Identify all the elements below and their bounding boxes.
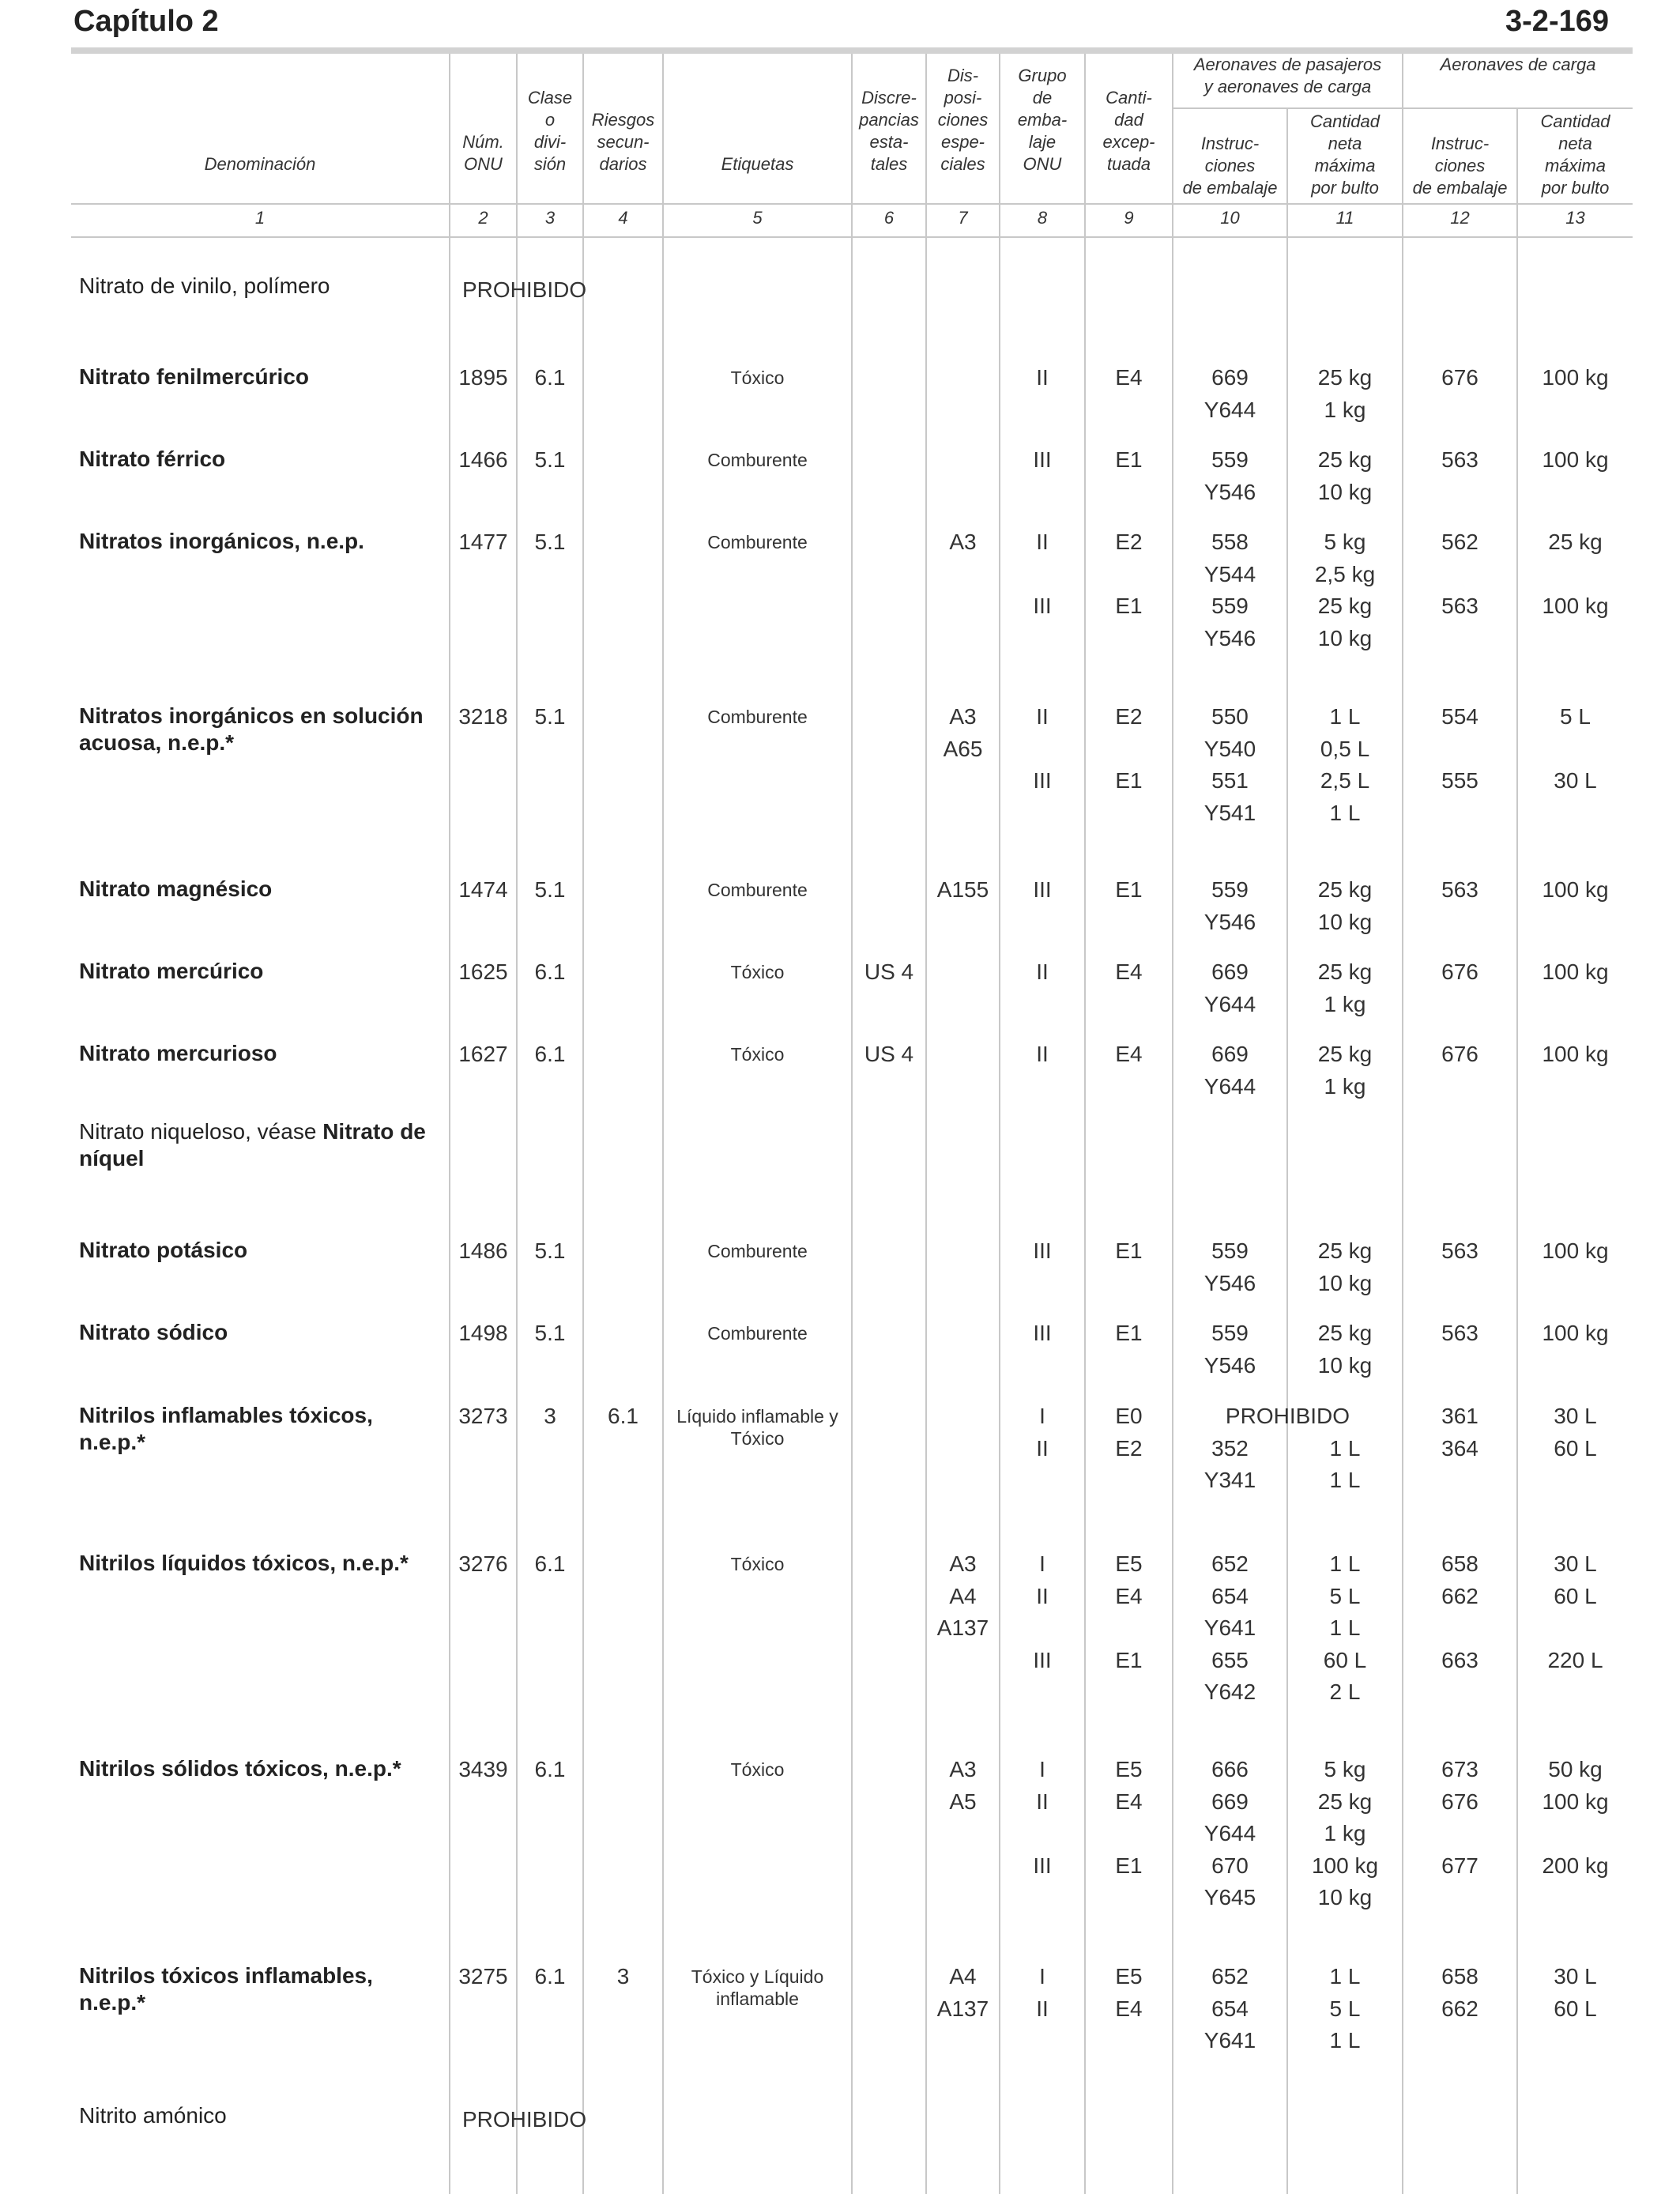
col-number: 2 — [478, 208, 488, 228]
hazard-label: Tóxico — [730, 1759, 785, 1780]
prohibited-marker: PROHIBIDO — [1225, 1404, 1350, 1428]
cargo-max-quantity: 100 kg — [1542, 1321, 1609, 1345]
special-provision: A3 — [949, 1551, 977, 1576]
packing-group: III — [1033, 1321, 1052, 1345]
col-number: 5 — [752, 208, 763, 228]
pax-packing-instruction: 558 — [1211, 530, 1249, 554]
pax-max-quantity: 1 L — [1329, 1615, 1361, 1640]
excepted-quantity: E4 — [1115, 1996, 1143, 2021]
pax-max-quantity: 1 L — [1329, 1435, 1361, 1461]
col-header-excepted-qty: Canti- dad excep- tuada — [1102, 88, 1155, 174]
cargo-max-quantity: 100 kg — [1542, 1238, 1609, 1263]
pax-max-quantity: 10 kg — [1317, 1885, 1373, 1909]
hazard-label: Comburente — [707, 707, 808, 727]
pax-max-quantity: 10 kg — [1317, 479, 1373, 504]
packing-group: II — [1036, 959, 1049, 984]
special-provision: A3 — [949, 530, 977, 554]
pax-packing-instruction: 559 — [1211, 447, 1249, 472]
pax-packing-instruction: 670 — [1211, 1853, 1249, 1878]
pax-max-quantity: 1 L — [1329, 1551, 1361, 1576]
un-number: 1474 — [458, 877, 508, 902]
col-number: 9 — [1124, 208, 1134, 228]
substance-name: Nitrato fenilmercúrico — [79, 364, 309, 389]
pax-packing-instruction: 559 — [1211, 1238, 1249, 1263]
cargo-max-quantity: 100 kg — [1542, 1042, 1609, 1066]
excepted-quantity: E4 — [1115, 1789, 1143, 1814]
pax-max-quantity: 10 kg — [1317, 625, 1373, 650]
pax-max-quantity: 1 kg — [1324, 397, 1366, 422]
cargo-max-quantity: 5 L — [1560, 704, 1591, 729]
hazard-class: 6.1 — [534, 1042, 566, 1066]
col-number: 4 — [618, 208, 628, 228]
excepted-quantity: E1 — [1115, 1321, 1143, 1345]
col-number: 3 — [544, 208, 556, 228]
state-variation: US 4 — [864, 1042, 914, 1066]
excepted-quantity: E5 — [1115, 1964, 1143, 1989]
pax-max-quantity: 1 L — [1329, 2028, 1361, 2053]
cargo-packing-instruction: 563 — [1441, 1321, 1478, 1345]
pax-packing-instruction: Y641 — [1203, 1615, 1256, 1640]
header-rule — [71, 47, 1633, 54]
col-header-labels: Etiquetas — [721, 154, 794, 174]
packing-group: I — [1039, 1551, 1045, 1576]
packing-group: I — [1039, 1964, 1045, 1989]
substance-name: Nitrato mercurioso — [79, 1041, 277, 1065]
pax-packing-instruction: Y341 — [1203, 1468, 1256, 1492]
packing-group: III — [1033, 877, 1052, 902]
cargo-max-quantity: 100 kg — [1542, 959, 1609, 984]
packing-group: I — [1039, 1404, 1045, 1428]
cargo-packing-instruction: 562 — [1441, 530, 1478, 554]
packing-group: II — [1036, 365, 1049, 390]
cargo-max-quantity: 30 L — [1554, 1964, 1597, 1989]
pax-max-quantity: 25 kg — [1317, 1789, 1373, 1814]
un-number: 1477 — [458, 530, 508, 554]
pax-packing-instruction: Y544 — [1203, 561, 1256, 586]
col-header-state-variations: Discre- pancias esta- tales — [859, 88, 919, 174]
pax-packing-instruction: 669 — [1211, 1042, 1249, 1066]
substance-name: Nitrilos tóxicos inflamables, n.e.p.* — [79, 1963, 373, 2015]
cargo-packing-instruction: 677 — [1441, 1853, 1478, 1878]
pax-max-quantity: 1 L — [1329, 704, 1361, 729]
cargo-max-quantity: 50 kg — [1548, 1757, 1603, 1781]
hazard-label: Comburente — [707, 450, 808, 470]
hazard-class: 5.1 — [534, 877, 566, 902]
pax-packing-instruction: 559 — [1211, 594, 1249, 618]
substance-name: Nitrilos líquidos tóxicos, n.e.p.* — [79, 1551, 409, 1575]
cargo-max-quantity: 30 L — [1554, 1551, 1597, 1576]
pax-max-quantity: 5 L — [1329, 1583, 1361, 1608]
un-number: 1466 — [458, 447, 508, 472]
pax-packing-instruction: Y546 — [1203, 1270, 1256, 1295]
hazard-label: Tóxico — [730, 1554, 785, 1574]
pax-packing-instruction: 654 — [1211, 1996, 1249, 2021]
hazard-label: Líquido inflamable y Tóxico — [676, 1406, 838, 1449]
pax-packing-instruction: Y644 — [1203, 1821, 1256, 1845]
col-number: 12 — [1450, 208, 1470, 228]
cargo-packing-instruction: 676 — [1441, 959, 1478, 984]
cargo-packing-instruction: 676 — [1441, 1042, 1478, 1066]
pax-packing-instruction: 655 — [1211, 1647, 1249, 1672]
cargo-max-quantity: 220 L — [1547, 1647, 1603, 1672]
cargo-max-quantity: 100 kg — [1542, 877, 1609, 902]
pax-max-quantity: 10 kg — [1317, 909, 1373, 934]
cargo-packing-instruction: 662 — [1441, 1996, 1478, 2021]
cargo-packing-instruction: 658 — [1441, 1551, 1478, 1576]
excepted-quantity: E5 — [1115, 1551, 1143, 1576]
pax-packing-instruction: 666 — [1211, 1757, 1249, 1781]
pax-packing-instruction: Y546 — [1203, 479, 1256, 504]
excepted-quantity: E2 — [1115, 1435, 1143, 1461]
cargo-packing-instruction: 673 — [1441, 1757, 1478, 1781]
pax-max-quantity: 25 kg — [1317, 1042, 1373, 1066]
special-provision: A65 — [943, 736, 983, 761]
packing-group: II — [1036, 1789, 1049, 1814]
substance-name — [79, 1118, 435, 1172]
col-number: 1 — [254, 208, 266, 228]
un-number: 3276 — [458, 1551, 508, 1576]
cross-reference: Nitrato de níquel — [79, 1119, 426, 1171]
hazard-label: Tóxico y Líquido inflamable — [691, 1966, 824, 2009]
special-provision: A3 — [949, 1757, 977, 1781]
pax-max-quantity: 5 kg — [1324, 530, 1366, 554]
packing-group: III — [1033, 1853, 1052, 1878]
pax-max-quantity: 1 L — [1329, 1964, 1361, 1989]
pax-max-quantity: 5 kg — [1324, 1757, 1366, 1781]
pax-packing-instruction: Y541 — [1203, 800, 1256, 825]
chapter-title: Capítulo 2 — [73, 5, 219, 38]
packing-group: III — [1033, 768, 1052, 793]
pax-packing-instruction: 559 — [1211, 1321, 1249, 1345]
col-number: 8 — [1037, 208, 1048, 228]
subsidiary-risk: 6.1 — [608, 1404, 638, 1428]
un-number: 3439 — [458, 1757, 508, 1781]
cargo-max-quantity: 200 kg — [1542, 1853, 1609, 1878]
hazard-class: 6.1 — [534, 1757, 566, 1781]
pax-max-quantity: 25 kg — [1317, 1238, 1373, 1263]
substance-name: Nitrato magnésico — [79, 876, 273, 901]
pax-max-quantity: 2,5 kg — [1314, 561, 1376, 586]
cargo-packing-instruction: 554 — [1441, 704, 1478, 729]
cargo-max-quantity: 30 L — [1554, 768, 1597, 793]
cargo-max-quantity: 100 kg — [1542, 447, 1609, 472]
substance-name: Nitrilos inflamables tóxicos, n.e.p.* — [79, 1403, 373, 1454]
hazard-class: 5.1 — [534, 704, 566, 729]
col-number: 11 — [1335, 208, 1354, 228]
pax-max-quantity: 25 kg — [1317, 447, 1373, 472]
un-number: 3273 — [458, 1404, 508, 1428]
subsidiary-risk: 3 — [616, 1964, 630, 1989]
cargo-max-quantity: 100 kg — [1542, 365, 1609, 390]
col-header-pax-packing-instr: Instruc- ciones de embalaje — [1182, 134, 1278, 198]
excepted-quantity: E1 — [1115, 877, 1143, 902]
packing-group: III — [1033, 1647, 1052, 1672]
pax-packing-instruction: 669 — [1211, 365, 1249, 390]
substance-name: Nitratos inorgánicos, n.e.p. — [79, 529, 364, 553]
hazard-label: Comburente — [707, 1241, 808, 1261]
pax-packing-instruction: Y546 — [1203, 625, 1256, 650]
col-header-cargo-max-qty: Cantidad neta máxima por bulto — [1540, 111, 1610, 198]
hazard-label: Comburente — [707, 1323, 808, 1344]
pax-max-quantity: 25 kg — [1317, 365, 1373, 390]
substance-name: Nitrato mercúrico — [79, 959, 264, 983]
cargo-packing-instruction: 563 — [1441, 594, 1478, 618]
substance-name: Nitrato sódico — [79, 1320, 228, 1344]
pax-packing-instruction: 652 — [1211, 1551, 1249, 1576]
col-number: 10 — [1220, 208, 1240, 228]
special-provision: A155 — [936, 877, 989, 902]
page-number: 3-2-169 — [1505, 5, 1609, 38]
hazard-class: 3 — [544, 1404, 556, 1428]
excepted-quantity: E1 — [1115, 1647, 1143, 1672]
special-provision: A137 — [936, 1615, 989, 1640]
un-number: 1498 — [458, 1321, 508, 1345]
hazard-label: Tóxico — [730, 1044, 785, 1065]
pax-packing-instruction: 654 — [1211, 1583, 1249, 1608]
substance-name-text: Nitrato niqueloso, véase — [79, 1119, 323, 1144]
cargo-packing-instruction: 361 — [1441, 1404, 1478, 1428]
pax-packing-instruction: 669 — [1211, 959, 1249, 984]
pax-packing-instruction: Y644 — [1203, 1073, 1256, 1099]
packing-group: II — [1036, 1583, 1049, 1608]
pax-max-quantity: 10 kg — [1317, 1352, 1373, 1378]
cargo-packing-instruction: 563 — [1441, 1238, 1478, 1263]
excepted-quantity: E1 — [1115, 447, 1143, 472]
cargo-max-quantity: 100 kg — [1542, 594, 1609, 618]
pax-max-quantity: 5 L — [1329, 1996, 1361, 2021]
pax-packing-instruction: 551 — [1211, 768, 1249, 793]
pax-max-quantity: 0,5 L — [1320, 736, 1370, 761]
pax-packing-instruction: Y642 — [1203, 1679, 1256, 1704]
un-number: 3275 — [458, 1964, 508, 1989]
packing-group: II — [1036, 1996, 1049, 2021]
prohibited-marker: PROHIBIDO — [462, 277, 587, 302]
excepted-quantity: E4 — [1115, 1583, 1143, 1608]
cargo-packing-instruction: 364 — [1441, 1435, 1478, 1461]
packing-group: III — [1033, 594, 1052, 618]
pax-packing-instruction: Y540 — [1203, 736, 1256, 761]
prohibited-marker: PROHIBIDO — [462, 2107, 587, 2132]
special-provision: A4 — [949, 1583, 977, 1608]
col-group-cargo-only: Aeronaves de carga — [1440, 55, 1596, 74]
cargo-max-quantity: 25 kg — [1548, 530, 1603, 554]
substance-name: Nitratos inorgánicos en solución acuosa, n.e.p.* — [79, 703, 424, 755]
cargo-packing-instruction: 658 — [1441, 1964, 1478, 1989]
excepted-quantity: E1 — [1115, 768, 1143, 793]
substance-name: Nitrito amónico — [79, 2103, 227, 2128]
pax-max-quantity: 100 kg — [1311, 1853, 1379, 1878]
hazard-class: 6.1 — [534, 1551, 566, 1576]
col-group-passenger-cargo: Aeronaves de pasajeros y aeronaves de carga — [1193, 55, 1382, 96]
pax-packing-instruction: Y644 — [1203, 397, 1256, 422]
pax-max-quantity: 1 L — [1329, 800, 1361, 825]
packing-group: II — [1036, 1042, 1049, 1066]
col-number: 13 — [1565, 208, 1585, 228]
cargo-packing-instruction: 663 — [1441, 1647, 1478, 1672]
packing-group: II — [1036, 1435, 1049, 1461]
excepted-quantity: E0 — [1115, 1404, 1143, 1428]
col-number: 7 — [958, 208, 968, 228]
pax-packing-instruction: Y546 — [1203, 909, 1256, 934]
cargo-packing-instruction: 676 — [1441, 365, 1478, 390]
hazard-label: Comburente — [707, 880, 808, 900]
excepted-quantity: E1 — [1115, 1853, 1143, 1878]
cargo-max-quantity: 100 kg — [1542, 1789, 1609, 1814]
un-number: 1486 — [458, 1238, 508, 1263]
special-provision: A137 — [936, 1996, 989, 2021]
pax-max-quantity: 1 kg — [1324, 991, 1366, 1016]
cargo-packing-instruction: 563 — [1441, 877, 1478, 902]
cargo-max-quantity: 30 L — [1554, 1404, 1597, 1428]
col-header-class: Clase o divi- sión — [527, 88, 573, 174]
excepted-quantity: E1 — [1115, 594, 1143, 618]
substance-name: Nitrato potásico — [79, 1238, 248, 1262]
col-number: 6 — [883, 208, 895, 228]
pax-max-quantity: 1 L — [1329, 1468, 1361, 1492]
un-number: 1895 — [458, 365, 508, 390]
col-header-cargo-packing-instr: Instruc- ciones de embalaje — [1412, 134, 1508, 198]
col-divider — [582, 54, 584, 2194]
packing-group: I — [1039, 1757, 1045, 1781]
excepted-quantity: E1 — [1115, 1238, 1143, 1263]
substance-name: Nitrato de vinilo, polímero — [79, 273, 330, 298]
pax-max-quantity: 1 kg — [1324, 1073, 1366, 1099]
substance-name: Nitrato férrico — [79, 447, 226, 471]
excepted-quantity: E2 — [1115, 704, 1143, 729]
cargo-max-quantity: 60 L — [1554, 1583, 1597, 1608]
cargo-max-quantity: 60 L — [1554, 1996, 1597, 2021]
pax-packing-instruction: 652 — [1211, 1964, 1249, 1989]
hazard-class: 5.1 — [534, 1321, 566, 1345]
hazard-label: Tóxico — [730, 368, 785, 388]
un-number: 1627 — [458, 1042, 508, 1066]
pax-max-quantity: 60 L — [1323, 1647, 1367, 1672]
col-header-un-number: Núm. ONU — [462, 132, 504, 174]
hazard-class: 6.1 — [534, 959, 566, 984]
hazard-label: Tóxico — [730, 962, 785, 982]
excepted-quantity: E4 — [1115, 365, 1143, 390]
col-header-subsidiary-risk: Riesgos secun- darios — [591, 110, 655, 174]
excepted-quantity: E2 — [1115, 530, 1143, 554]
pax-max-quantity: 2 L — [1329, 1679, 1361, 1704]
pax-packing-instruction: 669 — [1211, 1789, 1249, 1814]
excepted-quantity: E5 — [1115, 1757, 1143, 1781]
col-header-special-provisions: Dis- posi- ciones espe- ciales — [937, 66, 989, 174]
cargo-packing-instruction: 555 — [1441, 768, 1478, 793]
col-divider — [925, 54, 927, 2194]
hazard-class: 6.1 — [534, 365, 566, 390]
pax-packing-instruction: Y645 — [1203, 1885, 1256, 1909]
pax-max-quantity: 1 kg — [1324, 1821, 1366, 1845]
pax-max-quantity: 25 kg — [1317, 594, 1373, 618]
packing-group: II — [1036, 530, 1049, 554]
pax-packing-instruction: Y546 — [1203, 1352, 1256, 1378]
pax-max-quantity: 25 kg — [1317, 877, 1373, 902]
hazard-class: 5.1 — [534, 447, 566, 472]
pax-packing-instruction: Y641 — [1203, 2028, 1256, 2053]
pax-packing-instruction: 550 — [1211, 704, 1249, 729]
un-number: 1625 — [458, 959, 508, 984]
pax-packing-instruction: Y644 — [1203, 991, 1256, 1016]
excepted-quantity: E4 — [1115, 1042, 1143, 1066]
special-provision: A4 — [949, 1964, 977, 1989]
special-provision: A5 — [949, 1789, 977, 1814]
un-number: 3218 — [458, 704, 508, 729]
substance-name: Nitrilos sólidos tóxicos, n.e.p.* — [79, 1756, 401, 1781]
cargo-packing-instruction: 676 — [1441, 1789, 1478, 1814]
cargo-packing-instruction: 662 — [1441, 1583, 1478, 1608]
hazard-class: 6.1 — [534, 1964, 566, 1989]
packing-group: III — [1033, 447, 1052, 472]
pax-max-quantity: 10 kg — [1317, 1270, 1373, 1295]
packing-group: III — [1033, 1238, 1052, 1263]
cargo-max-quantity: 60 L — [1554, 1435, 1597, 1461]
excepted-quantity: E4 — [1115, 959, 1143, 984]
cargo-packing-instruction: 563 — [1441, 447, 1478, 472]
pax-max-quantity: 25 kg — [1317, 959, 1373, 984]
special-provision: A3 — [949, 704, 977, 729]
state-variation: US 4 — [864, 959, 914, 984]
col-divider — [851, 54, 853, 2194]
hazard-class: 5.1 — [534, 1238, 566, 1263]
pax-packing-instruction: 559 — [1211, 877, 1249, 902]
col-header-pax-max-qty: Cantidad neta máxima por bulto — [1309, 111, 1381, 198]
pax-packing-instruction: 352 — [1211, 1435, 1249, 1461]
pax-max-quantity: 25 kg — [1317, 1321, 1373, 1345]
col-header-packing-group: Grupo de emba- laje ONU — [1017, 66, 1068, 174]
packing-group: II — [1036, 704, 1049, 729]
col-header-denominacion: Denominación — [204, 154, 316, 174]
hazard-class: 5.1 — [534, 530, 566, 554]
hazard-label: Comburente — [707, 532, 808, 552]
pax-max-quantity: 2,5 L — [1320, 768, 1370, 793]
